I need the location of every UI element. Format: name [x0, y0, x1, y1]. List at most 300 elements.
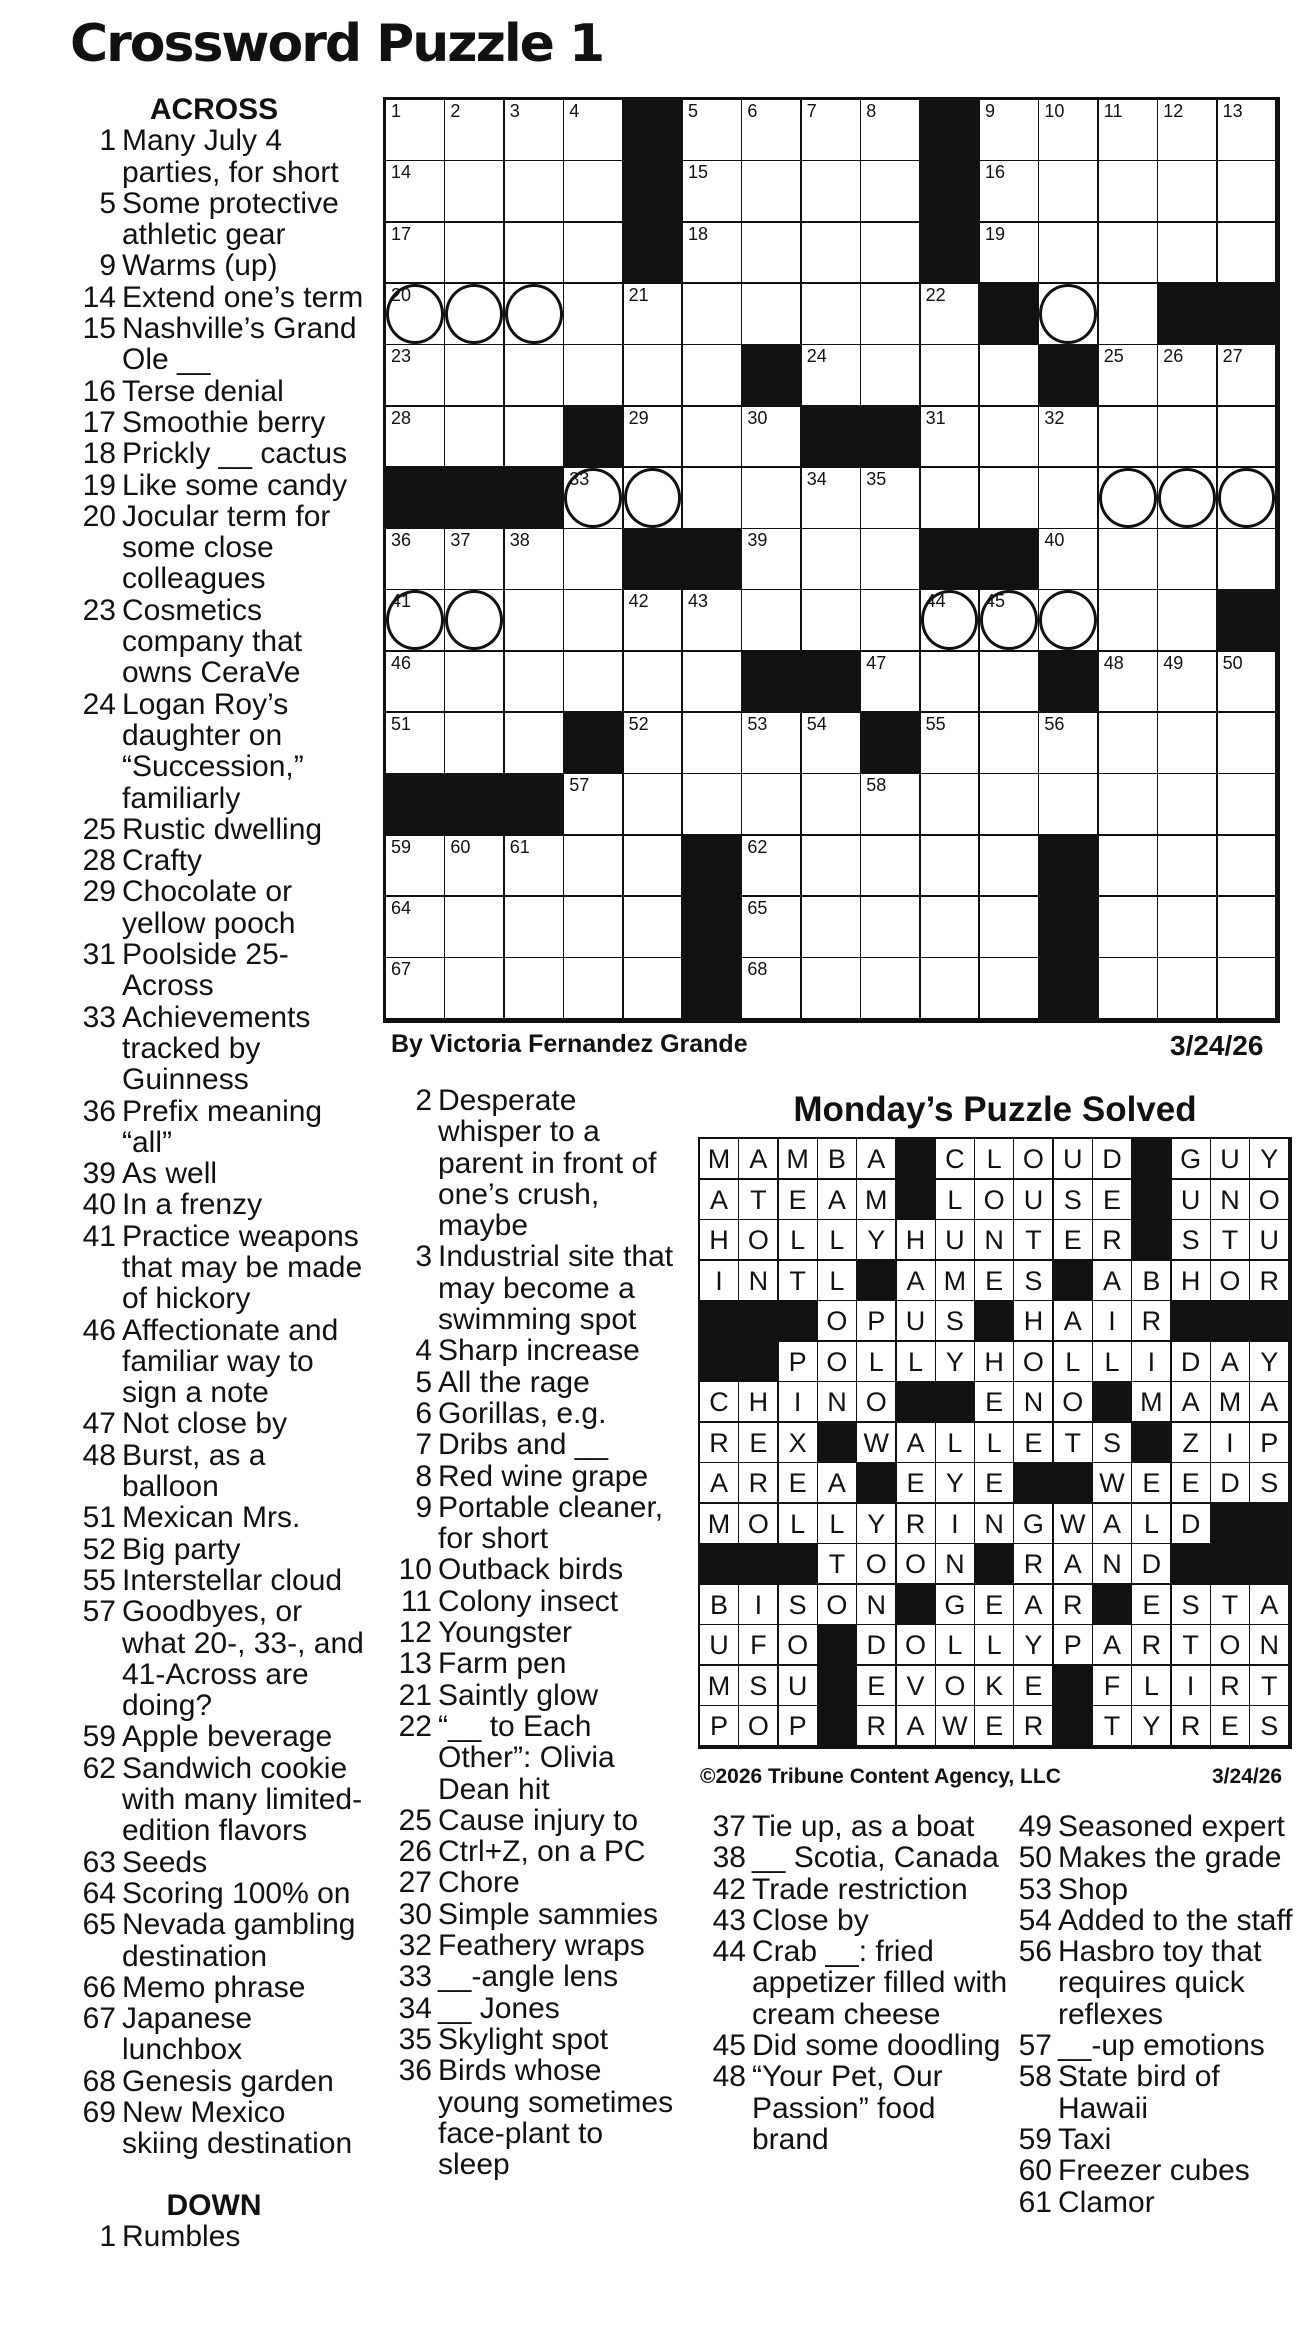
grid-cell[interactable] — [861, 345, 919, 405]
clue-number: 25 — [398, 1803, 432, 1837]
grid-cell[interactable] — [802, 774, 860, 834]
clue-number: 59 — [1018, 2122, 1052, 2156]
grid-cell[interactable] — [1158, 100, 1216, 160]
grid-cell[interactable] — [1218, 774, 1276, 834]
crossword-grid[interactable] — [383, 97, 1280, 1023]
cell-number: 59 — [391, 836, 412, 857]
solution-black-square — [1132, 1139, 1170, 1178]
solution-letter: M — [707, 1144, 731, 1174]
grid-cell[interactable] — [1039, 284, 1097, 344]
grid-cell[interactable] — [1218, 958, 1276, 1018]
grid-cell[interactable] — [386, 100, 444, 160]
grid-cell[interactable] — [564, 529, 622, 589]
grid-cell[interactable] — [980, 345, 1038, 405]
solution-cell — [1054, 1301, 1092, 1340]
grid-cell[interactable] — [861, 100, 919, 160]
grid-cell[interactable] — [1099, 345, 1157, 405]
grid-cell[interactable] — [802, 161, 860, 221]
solution-cell — [1132, 1706, 1170, 1745]
solution-letter: M — [1140, 1387, 1163, 1417]
grid-cell[interactable] — [980, 713, 1038, 773]
grid-cell[interactable] — [683, 468, 741, 528]
grid-cell[interactable] — [445, 407, 503, 467]
clue-number: 32 — [398, 1929, 432, 1963]
grid-cell[interactable] — [683, 100, 741, 160]
grid-cell[interactable] — [683, 652, 741, 712]
grid-cell[interactable] — [980, 958, 1038, 1018]
grid-cell[interactable] — [1099, 100, 1157, 160]
solution-letter: L — [908, 1346, 924, 1377]
grid-cell[interactable] — [921, 713, 979, 773]
grid-cell[interactable] — [386, 407, 444, 467]
grid-cell[interactable] — [1039, 529, 1097, 589]
grid-cell[interactable] — [1099, 223, 1157, 283]
circle-mark — [445, 284, 503, 344]
cell-number: 11 — [1103, 101, 1123, 121]
grid-cell[interactable] — [742, 161, 800, 221]
grid-cell[interactable] — [1218, 713, 1276, 773]
grid-cell[interactable] — [624, 468, 682, 528]
solution-cell — [700, 1423, 738, 1462]
grid-cell[interactable] — [861, 958, 919, 1018]
clue-item — [694, 1936, 1009, 2030]
solution-letter: E — [1024, 1670, 1043, 1701]
grid-cell[interactable] — [564, 897, 622, 957]
grid-cell[interactable] — [980, 223, 1038, 283]
solution-cell — [897, 1706, 935, 1745]
grid-cell[interactable] — [802, 529, 860, 589]
grid-cell[interactable] — [921, 836, 979, 896]
grid-cell[interactable] — [1039, 100, 1097, 160]
grid-cell[interactable] — [683, 284, 741, 344]
grid-cell[interactable] — [1158, 407, 1216, 467]
grid-cell[interactable] — [624, 958, 682, 1018]
cell-number: 52 — [628, 714, 649, 734]
grid-cell[interactable] — [386, 345, 444, 405]
grid-cell[interactable] — [742, 590, 800, 650]
clue-number: 61 — [1018, 2185, 1052, 2219]
grid-cell[interactable] — [1158, 590, 1216, 650]
grid-cell[interactable] — [1039, 590, 1097, 650]
solution-black-square — [1014, 1463, 1052, 1502]
grid-cell[interactable] — [445, 284, 503, 344]
grid-cell[interactable] — [1099, 713, 1157, 773]
grid-cell[interactable] — [505, 836, 563, 896]
grid-cell[interactable] — [624, 590, 682, 650]
grid-cell[interactable] — [683, 407, 741, 467]
grid-cell[interactable] — [861, 836, 919, 896]
grid-cell[interactable] — [1099, 836, 1157, 896]
grid-cell[interactable] — [980, 836, 1038, 896]
grid-cell[interactable] — [742, 897, 800, 957]
grid-cell[interactable] — [1099, 468, 1157, 528]
solution-cell — [1093, 1706, 1131, 1745]
grid-cell[interactable] — [1039, 161, 1097, 221]
solution-cell — [1211, 1625, 1249, 1664]
grid-cell[interactable] — [980, 468, 1038, 528]
clue-item — [64, 376, 364, 407]
grid-cell[interactable] — [1039, 407, 1097, 467]
solution-cell — [936, 1261, 974, 1300]
clue-item — [380, 1617, 680, 1648]
solution-cell — [897, 1625, 935, 1664]
solution-letter: Y — [1024, 1630, 1043, 1660]
grid-cell[interactable] — [386, 897, 444, 957]
grid-cell[interactable] — [1099, 284, 1157, 344]
grid-cell[interactable] — [505, 284, 563, 344]
solution-cell — [1014, 1585, 1052, 1624]
grid-cell[interactable] — [564, 774, 622, 834]
clue-item — [380, 1241, 680, 1335]
grid-cell[interactable] — [1039, 468, 1097, 528]
grid-cell[interactable] — [1218, 836, 1276, 896]
solution-cell — [1093, 1220, 1131, 1259]
grid-cell[interactable] — [1099, 652, 1157, 712]
grid-cell[interactable] — [1218, 407, 1276, 467]
grid-cell[interactable] — [1099, 958, 1157, 1018]
grid-cell[interactable] — [980, 407, 1038, 467]
grid-cell[interactable] — [505, 345, 563, 405]
grid-cell[interactable] — [624, 774, 682, 834]
grid-cell[interactable] — [861, 468, 919, 528]
grid-cell[interactable] — [564, 161, 622, 221]
grid-cell[interactable] — [921, 590, 979, 650]
grid-cell[interactable] — [742, 958, 800, 1018]
grid-cell[interactable] — [1218, 468, 1276, 528]
grid-cell[interactable] — [624, 713, 682, 773]
solution-black-square — [1093, 1382, 1131, 1421]
solution-cell — [1132, 1342, 1170, 1381]
grid-cell[interactable] — [505, 897, 563, 957]
grid-cell[interactable] — [1099, 897, 1157, 957]
grid-cell[interactable] — [564, 284, 622, 344]
grid-cell[interactable] — [802, 958, 860, 1018]
clue-number: 56 — [1018, 1935, 1052, 1969]
cell-number: 20 — [391, 284, 412, 305]
grid-cell[interactable] — [802, 284, 860, 344]
grid-cell[interactable] — [742, 529, 800, 589]
clue-item — [380, 1867, 680, 1898]
grid-cell[interactable] — [861, 223, 919, 283]
grid-cell[interactable] — [1218, 652, 1276, 712]
grid-cell[interactable] — [1158, 345, 1216, 405]
clue-number: 68 — [82, 2064, 116, 2098]
grid-cell[interactable] — [802, 897, 860, 957]
grid-cell[interactable] — [1218, 529, 1276, 589]
grid-cell[interactable] — [1158, 161, 1216, 221]
cell-number: 48 — [1103, 652, 1124, 673]
cell-number: 21 — [628, 284, 649, 305]
solution-cell — [975, 1625, 1013, 1664]
grid-cell[interactable] — [861, 284, 919, 344]
grid-cell[interactable] — [802, 223, 860, 283]
solution-letter: E — [1103, 1184, 1122, 1215]
grid-cell[interactable] — [1039, 223, 1097, 283]
solution-letter: O — [905, 1630, 927, 1660]
black-square — [624, 223, 682, 283]
grid-cell[interactable] — [802, 836, 860, 896]
grid-cell[interactable] — [1099, 407, 1157, 467]
solution-black-square — [1250, 1301, 1288, 1340]
solution-cell — [1014, 1139, 1052, 1178]
grid-cell[interactable] — [1039, 774, 1097, 834]
grid-cell[interactable] — [742, 407, 800, 467]
black-square — [980, 284, 1038, 344]
solution-letter: S — [1181, 1225, 1200, 1255]
grid-cell[interactable] — [564, 590, 622, 650]
cell-number: 36 — [391, 530, 412, 551]
grid-cell[interactable] — [921, 284, 979, 344]
grid-cell[interactable] — [1158, 529, 1216, 589]
grid-cell[interactable] — [624, 897, 682, 957]
grid-cell[interactable] — [861, 529, 919, 589]
solution-letter: S — [1260, 1468, 1279, 1498]
solution-letter: M — [943, 1265, 967, 1296]
grid-cell[interactable] — [445, 161, 503, 221]
grid-cell[interactable] — [1218, 223, 1276, 283]
solution-cell — [779, 1180, 817, 1219]
grid-cell[interactable] — [861, 161, 919, 221]
solution-cell — [936, 1544, 974, 1583]
solution-letter: D — [1220, 1468, 1240, 1498]
grid-cell[interactable] — [861, 774, 919, 834]
grid-cell[interactable] — [564, 223, 622, 283]
grid-cell[interactable] — [1158, 897, 1216, 957]
grid-cell[interactable] — [624, 345, 682, 405]
grid-cell[interactable] — [683, 590, 741, 650]
grid-cell[interactable] — [980, 100, 1038, 160]
grid-cell[interactable] — [386, 836, 444, 896]
grid-cell[interactable] — [1158, 223, 1216, 283]
grid-cell[interactable] — [564, 836, 622, 896]
solution-letter: F — [750, 1630, 767, 1660]
grid-cell[interactable] — [1158, 652, 1216, 712]
grid-cell[interactable] — [1099, 774, 1157, 834]
clue-text: Gorillas, e.g. — [438, 1396, 607, 1430]
grid-cell[interactable] — [445, 836, 503, 896]
grid-cell[interactable] — [505, 223, 563, 283]
grid-cell[interactable] — [505, 958, 563, 1018]
grid-cell[interactable] — [505, 713, 563, 773]
grid-cell[interactable] — [921, 407, 979, 467]
solution-cell — [975, 1706, 1013, 1745]
clue-number: 35 — [398, 2022, 432, 2056]
grid-cell[interactable] — [445, 345, 503, 405]
solution-cell — [700, 1261, 738, 1300]
grid-cell[interactable] — [683, 345, 741, 405]
grid-cell[interactable] — [1218, 345, 1276, 405]
solution-cell — [897, 1504, 935, 1543]
grid-cell[interactable] — [742, 284, 800, 344]
solution-letter: L — [986, 1427, 1002, 1458]
grid-cell[interactable] — [1099, 529, 1157, 589]
grid-cell[interactable] — [386, 529, 444, 589]
grid-cell[interactable] — [1158, 958, 1216, 1018]
grid-cell[interactable] — [861, 590, 919, 650]
grid-cell[interactable] — [1039, 713, 1097, 773]
grid-cell[interactable] — [802, 713, 860, 773]
grid-cell[interactable] — [742, 713, 800, 773]
solution-letter: E — [1220, 1711, 1239, 1741]
clue-number: 58 — [1018, 2060, 1052, 2094]
cell-number: 67 — [391, 959, 412, 980]
grid-cell[interactable] — [683, 774, 741, 834]
grid-cell[interactable] — [1218, 161, 1276, 221]
solution-cell — [1250, 1463, 1288, 1502]
grid-cell[interactable] — [802, 100, 860, 160]
clue-text: Youngster — [438, 1616, 573, 1650]
solution-letter: O — [1219, 1630, 1241, 1660]
grid-cell[interactable] — [445, 958, 503, 1018]
grid-cell[interactable] — [921, 468, 979, 528]
grid-cell[interactable] — [861, 652, 919, 712]
black-square — [921, 529, 979, 589]
solution-cell — [1211, 1585, 1249, 1624]
grid-cell[interactable] — [980, 897, 1038, 957]
solution-letter: E — [985, 1589, 1004, 1620]
clue-text: Chore — [438, 1866, 520, 1900]
clue-text: Japanese lunchbox — [122, 2002, 253, 2067]
clue-text: Trade restriction — [752, 1872, 968, 1906]
solution-black-square — [897, 1382, 935, 1421]
solution-cell — [1172, 1180, 1210, 1219]
grid-cell[interactable] — [386, 284, 444, 344]
grid-cell[interactable] — [921, 652, 979, 712]
grid-cell[interactable] — [921, 958, 979, 1018]
grid-cell[interactable] — [1099, 161, 1157, 221]
grid-cell[interactable] — [505, 161, 563, 221]
solution-letter: P — [1260, 1427, 1279, 1458]
clue-text: State bird of Hawaii — [1058, 2060, 1220, 2125]
grid-cell[interactable] — [386, 590, 444, 650]
clue-item — [64, 1972, 364, 2003]
grid-cell[interactable] — [980, 161, 1038, 221]
clue-text: Mexican Mrs. — [122, 1501, 301, 1535]
grid-cell[interactable] — [624, 652, 682, 712]
solution-black-square — [1250, 1504, 1288, 1543]
grid-cell[interactable] — [1158, 468, 1216, 528]
solution-cell — [1014, 1423, 1052, 1462]
clue-text: Warms (up) — [122, 249, 278, 283]
grid-cell[interactable] — [386, 958, 444, 1018]
solution-black-square — [857, 1463, 895, 1502]
grid-cell[interactable] — [802, 468, 860, 528]
grid-cell[interactable] — [742, 468, 800, 528]
clue-number: 54 — [1018, 1903, 1052, 1937]
grid-cell[interactable] — [386, 223, 444, 283]
grid-cell[interactable] — [505, 407, 563, 467]
clue-number: 33 — [398, 1960, 432, 1994]
grid-cell[interactable] — [445, 897, 503, 957]
grid-cell[interactable] — [742, 774, 800, 834]
grid-cell[interactable] — [1158, 713, 1216, 773]
grid-cell[interactable] — [802, 345, 860, 405]
clue-text: Cause injury to — [438, 1803, 639, 1837]
solution-cell — [1172, 1423, 1210, 1462]
grid-cell[interactable] — [505, 590, 563, 650]
grid-cell[interactable] — [445, 529, 503, 589]
grid-cell[interactable] — [624, 836, 682, 896]
solution-letter: A — [906, 1711, 925, 1741]
grid-cell[interactable] — [1158, 836, 1216, 896]
grid-cell[interactable] — [1218, 100, 1276, 160]
grid-cell[interactable] — [921, 897, 979, 957]
solution-letter: A — [867, 1144, 886, 1174]
grid-cell[interactable] — [683, 713, 741, 773]
grid-cell[interactable] — [742, 223, 800, 283]
grid-cell[interactable] — [386, 652, 444, 712]
solution-cell — [1172, 1625, 1210, 1664]
grid-cell[interactable] — [445, 223, 503, 283]
grid-cell[interactable] — [624, 407, 682, 467]
cell-number: 26 — [1163, 346, 1184, 367]
grid-cell[interactable] — [683, 161, 741, 221]
solution-letter: T — [1182, 1630, 1199, 1660]
grid-cell[interactable] — [921, 774, 979, 834]
grid-cell[interactable] — [445, 590, 503, 650]
clue-text: Simple sammies — [438, 1897, 659, 1931]
grid-cell[interactable] — [386, 713, 444, 773]
grid-cell[interactable] — [445, 713, 503, 773]
clue-text: Industrial site that may become a swimming spot — [438, 1240, 674, 1337]
clue-number: 13 — [398, 1647, 432, 1681]
grid-cell[interactable] — [1099, 590, 1157, 650]
grid-cell[interactable] — [683, 223, 741, 283]
grid-cell[interactable] — [624, 284, 682, 344]
clue-number: 59 — [82, 1720, 116, 1754]
cell-number: 3 — [509, 101, 520, 121]
grid-cell[interactable] — [1158, 774, 1216, 834]
grid-cell[interactable] — [564, 958, 622, 1018]
grid-cell[interactable] — [802, 590, 860, 650]
clue-item — [380, 1648, 680, 1679]
solution-cell — [1054, 1544, 1092, 1583]
black-square — [1218, 284, 1276, 344]
grid-cell[interactable] — [445, 652, 503, 712]
grid-cell[interactable] — [861, 897, 919, 957]
down-clues-3 — [694, 1811, 1009, 2155]
solution-cell — [857, 1544, 895, 1583]
grid-cell[interactable] — [505, 100, 563, 160]
grid-cell[interactable] — [742, 836, 800, 896]
grid-cell[interactable] — [505, 529, 563, 589]
grid-cell[interactable] — [564, 100, 622, 160]
solution-cell — [857, 1585, 895, 1624]
solution-cell — [818, 1382, 856, 1421]
grid-cell[interactable] — [980, 652, 1038, 712]
cell-number: 16 — [985, 162, 1006, 183]
solution-cell — [1054, 1139, 1092, 1178]
grid-cell[interactable] — [505, 652, 563, 712]
clue-number: 8 — [415, 1459, 432, 1493]
clue-text: Affectionate and familiar way to sign a note — [122, 1313, 339, 1410]
solution-letter: E — [985, 1265, 1004, 1296]
grid-cell[interactable] — [445, 100, 503, 160]
grid-cell[interactable] — [921, 345, 979, 405]
grid-cell[interactable] — [564, 652, 622, 712]
grid-cell[interactable] — [980, 774, 1038, 834]
solution-cell — [857, 1423, 895, 1462]
cell-number: 18 — [688, 223, 709, 244]
grid-cell[interactable] — [980, 590, 1038, 650]
grid-cell[interactable] — [1218, 897, 1276, 957]
grid-cell[interactable] — [742, 100, 800, 160]
grid-cell[interactable] — [564, 345, 622, 405]
solution-cell — [779, 1220, 817, 1259]
grid-cell[interactable] — [386, 161, 444, 221]
grid-cell[interactable] — [564, 468, 622, 528]
solution-letter: N — [1023, 1387, 1044, 1417]
